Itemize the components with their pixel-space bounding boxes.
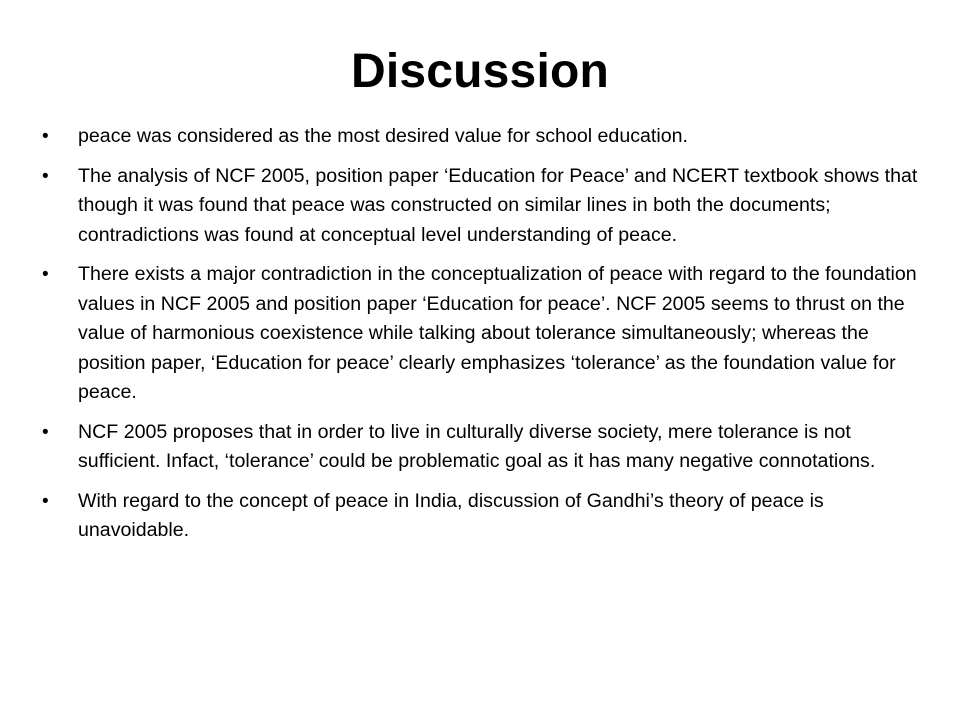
bullet-item [40,418,920,477]
slide-title: Discussion [350,45,610,98]
bullet-dot-icon: • [42,421,49,443]
bullet-text: NCF 2005 proposes that in order to live in culturally diverse society, mere tolerance is not sufficient. Infact, ‘tolerance’ could be problematic goal as it has many negative connotations. [78,420,876,472]
bullet-list [40,122,920,556]
bullet-item [40,260,920,408]
bullet-text: With regard to the concept of peace in India, discussion of Gandhi’s theory of peace is unavoidable. [78,489,824,541]
bullet-item [40,162,920,251]
bullet-dot-icon: • [42,264,49,285]
bullet-text: peace was considered as the most desired value for school education. [78,125,688,147]
bullet-text: There exists a major contradiction in the conceptualization of peace with regard to the foundation values in NCF 2005 and position paper ‘Education for peace’. NCF 2005 seems to thrust on the value of harmonious coexistence while talking about tolerance simultaneously; whereas the position paper, ‘Education for peace’ clearly emphasizes ‘tolerance’ as the foundation value for peace. [78,263,917,403]
bullet-dot-icon: • [42,126,49,147]
bullet-dot-icon: • [42,165,49,187]
bullet-dot-icon: • [42,490,49,512]
bullet-text: The analysis of NCF 2005, position paper ‘Education for Peace’ and NCERT textbook shows that though it was found that peace was constructed on similar lines in both the documents; contradictions was found at conceptual level understanding of peace. [78,164,918,246]
bullet-item [40,487,920,546]
bullet-item [40,122,920,152]
